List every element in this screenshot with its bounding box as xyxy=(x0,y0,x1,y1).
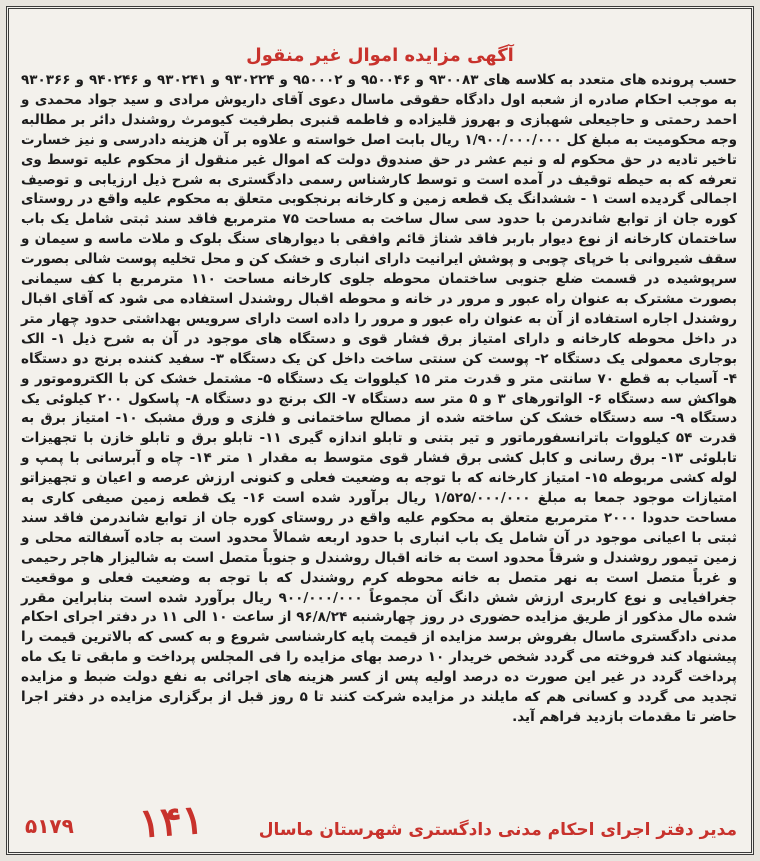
notice-footer xyxy=(21,795,737,848)
notice-title: آگهی مزایده اموال غیر منقول xyxy=(246,45,514,66)
notice-clipping xyxy=(6,6,754,855)
signature-line: مدیر دفتر اجرای احکام مدنی دادگستری شهرستان ماسال xyxy=(258,820,737,840)
handwritten-number: ۱۴۱ xyxy=(137,795,205,848)
reference-number: ۵۱۷۹ xyxy=(25,814,74,838)
notice-body: حسب پرونده های متعدد به کلاسه های ۹۳۰۰۸۳ و ۹۵۰۰۴۶ و ۹۵۰۰۰۲ و ۹۳۰۲۲۴ و ۹۳۰۲۴۱ و ۹۴۰۲۴۶ و ۹۳۰۳۶۶ به موجب احکام صادره از شعبه اول دادگاه حقوقی ماسال دعوی آقای داریوش مرادی و سید جواد محمدی و احمد رحمتی و حاجیعلی شهبازی و بهروز قلیزاده و فاطمه قنبری بطرفیت کیومرث روشندل دائر بر مطالبه وجه محکومیت به مبلغ کل ۱/۹۰۰/۰۰۰/۰۰۰ ریال بابت اصل خواسته و علاوه بر آن هزینه دادرسی و نیز خسارت تاخیر تادیه در حق محکوم له و نیم عشر در حق صندوق دولت که اموال غیر منقول از محکوم علیه توسط وی تعرفه که به حیطه توقیف در آمده است و توسط کارشناس رسمی دادگستری به شرح ذیل ارزیابی و توصیف اجمالی گردیده است ۱ - ششدانگ یک قطعه زمین و کارخانه برنجکوبی متعلق به محکوم علیه واقع در روستای کوره جان از توابع شاندرمن با حدود سی سال ساخت به مساحت ۷۵ مترمربع فاقد سند ثبتی شامل یک باب ساختمان کارخانه از نوع دیوار باربر فاقد شناژ قائم وافقی با دیوارهای سنگ بلوک و ملات ماسه و سیمان و سقف شیروانی با خرپای چوبی و پوشش ایرانیت دارای انباری و خشک کن و محل تخلیه پوست شالی بصورت سرپوشیده در قسمت ضلع جنوبی ساختمان محوطه جلوی کارخانه مساحت ۱۱۰ مترمربع با کف سیمانی بصورت مشترک به عنوان راه عبور و مرور در خانه و محوطه اقبال روشندل استفاده می شود که آقای اقبال روشندل اجاره استفاده از آن به عنوان راه عبور و مرور را داده است دارای سرویس بهداشتی حدود چهار متر در داخل محوطه کارخانه و دارای امتیاز برق فشار قوی و دستگاه های موجود در آن به شرح ذیل ۱- الک بوجاری معمولی یک دستگاه ۲- پوست کن سنتی ساخت داخل کن یک دستگاه ۳- سفید کننده برنج دو دستگاه ۴- آسیاب به قطع ۷۰ سانتی متر و قدرت متر ۱۵ کیلووات یک دستگاه ۵- مشتمل خشک کن با الکتروموتور و هواکش سه دستگاه ۶- الواتورهای ۳ و ۵ متر سه دستگاه ۷- الک برنج دو دستگاه ۸- پاسکول ۲۰۰ کیلوئی یک دستگاه ۹- سه دستگاه خشک کن ساخته شده از مصالح ساختمانی و فلزی و ورق مشبک ۱۰- امتیاز برق به قدرت ۵۴ کیلووات باترانسفورماتور و تیر بتنی و تابلو اندازه گیری ۱۱- تابلو برق و تابلو خازن با تجهیزات تابلوئی ۱۳- برق رسانی و کابل کشی برق فشار قوی متوسط به مقدار ۱ متر ۱۴- چاه و آبرسانی با پمپ و لوله کشی مربوطه ۱۵- امتیاز کارخانه که با توجه به وضعیت فعلی و کنونی ارزش عرصه و اعیان و تجهیزاتو امتیازات موجود جمعا به مبلغ ۱/۵۲۵/۰۰۰/۰۰۰ ریال برآورد شده است ۱۶- یک قطعه زمین صیفی کاری به مساحت حدودا ۲۰۰۰ مترمربع متعلق به محکوم علیه واقع در روستای کوره جان از توابع شاندرمن فاقد سند ثبتی با اعیانی موجود در آن شامل یک باب انباری با حدود اربعه شمالاً محدود است به جاده آسفالته محلی و زمین تیمور روشندل و شرقاً محدود است به خانه اقبال روشندل و جنوباً متصل است به شالیزار هاجر رحیمی و غرباً متصل است به نهر متصل به خانه محوطه کرم روشندل که با توجه به وضعیت فعلی و موقعیت جغرافیایی و نوع کاربری ارزش شش دانگ آن مجموعاً ۹۰۰/۰۰۰/۰۰۰ ریال برآورد شده است بنابراین مقرر شده مال مذکور از طریق مزایده حضوری در روز چهارشنبه ۹۶/۸/۲۴ از ساعت ۱۰ الی ۱۱ در دفتر اجرای احکام مدنی دادگستری ماسال بفروش برسد مزایده از قیمت پایه کارشناسی شروع و به کسی که بالاترین قیمت را پیشنهاد کند فروخته می گردد شخص خریدار ۱۰ درصد بهای مزایده را فی المجلس پرداخت و مابقی تا یک ماه پرداخت گردد در غیر این صورت ده درصد اولیه پس از کسر هزینه های اجرائی به نفع دولت ضبط و مزایده تجدید می گردد و کسانی هم که مایلند در مزایده شرکت کنند تا ۵ روز قبل از برگزاری مزایده در دفتر اجرا حاضر تا مقدمات بازدید فراهم آید. xyxy=(21,72,738,725)
